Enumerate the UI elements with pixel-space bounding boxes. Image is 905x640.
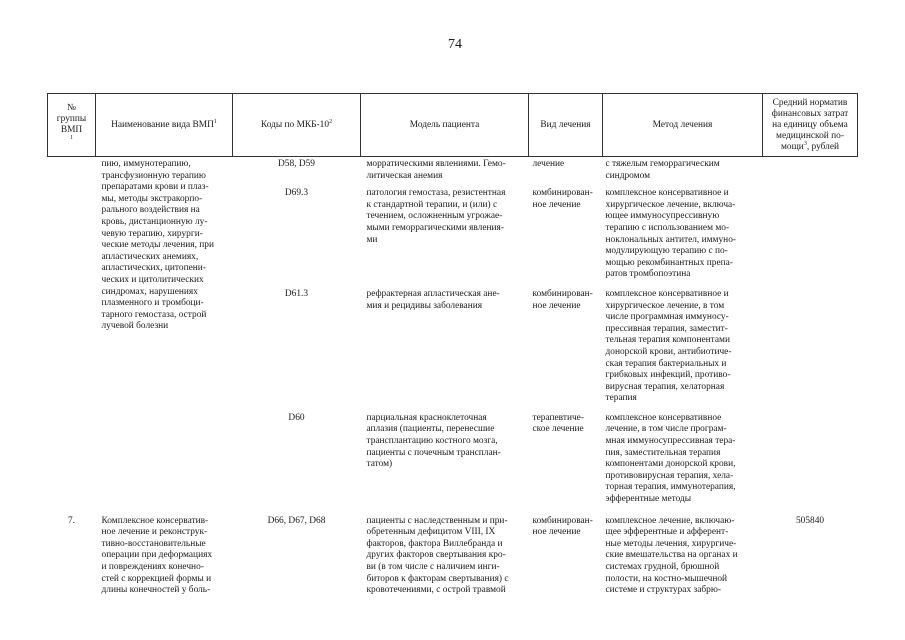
vmp-table: [47, 93, 858, 597]
cell-treatment-method: комплексное лечение, включаю- щее эфферентные и афферент- ные методы лечения, хирургиче- ские вмешательства на органах и системах грудной, брюшной полости, на костно-мышечной системе и структурах забрю-: [605, 515, 738, 596]
cell-patient-model: парциальная красноклеточная аплазия (пациенты, перенесшие трансплантацию костного мозга, пациенты с почечным трансплан- татом): [366, 412, 501, 470]
cell-treatment-type: комбинирован- ное лечение: [532, 188, 593, 210]
cell-cost: 505840: [795, 515, 825, 526]
cell-group-no: [48, 157, 96, 183]
cell-cost: [763, 157, 858, 183]
cell-treatment-method: комплексное консервативное и хирургическое лечение, в том числе программная иммуносу- прессивная терапия, заместит- тельная терапия компонентами донорской крови, антибиотиче- ская терапия бактериальных и грибковых инфекций, противо- вирусная терапия, хелаторная терапия: [605, 288, 732, 404]
cell-treatment-type: лечение: [532, 159, 565, 169]
page-number: 74: [448, 37, 462, 52]
cell-cost: [763, 405, 858, 506]
cell-treatment-method: комплексное консервативное лечение, в том числе програм- мная иммуносупрессивная тера- пия, заместительная терапия компонентами донорской крови, противовирусная терапия, хела- торная терапия, иммунотерапия, эфферентные методы: [605, 412, 736, 505]
cell-mkb-codes: D58, D59: [278, 159, 315, 169]
cell-treatment-method: с тяжелым геморрагическим синдромом: [605, 159, 720, 181]
cell-mkb-codes: D66, D67, D68: [267, 515, 326, 526]
cell-group-no: [48, 405, 96, 506]
table-header-row: [48, 94, 858, 157]
cell-patient-model: пациенты с наследственным и при- обретенным дефицитом VIII, IX факторов, фактора Виллебранда и других факторов свертывания кро- ви (в том числе с наличием инги- биторов к факторам свертывания) с кровотечениями, с острой травмой: [366, 515, 509, 596]
cell-treatment-type: комбинирован- ное лечение: [532, 288, 593, 311]
cell-patient-model: морратическими явлениями. Гемо- литическая анемия: [366, 159, 506, 181]
cell-mkb-codes: D69.3: [284, 188, 309, 199]
header-group-no: № группы ВМП $^1$: [48, 94, 96, 157]
header-mkb-codes: Коды по МКБ-$10^2$: [233, 94, 361, 157]
cell-treatment-type: терапевтиче- ское лечение: [532, 412, 584, 435]
cell-group-no: [48, 281, 96, 405]
cell-treatment-type: комбинирован- ное лечение: [532, 515, 593, 538]
cell-patient-model: патология гемостаза, резистентная к стандартной терапии, и (или) с течением, осложненным угрожае- мыми геморрагическими явления- ми: [366, 188, 506, 245]
cell-group-no: [48, 182, 96, 281]
cell-group-no: 7.: [67, 515, 76, 526]
table-row: [48, 157, 858, 183]
cell-cost: [763, 281, 858, 405]
header-patient-model: Модель пациента: [361, 94, 529, 157]
cell-treatment-method: комплексное консервативное и хирургическое лечение, включа- ющее иммуносупрессивную терапию с использованием мо- ноклональных антител, иммуно- модулирующую терапию с по- мощью рекомбинантных препа- ратов тромбопоэтина: [605, 188, 736, 280]
cell-cost: [763, 182, 858, 281]
table-row: [48, 506, 858, 597]
header-vmp-name: Наименование вида ВМП$^1$: [96, 94, 233, 157]
cell-mkb-codes: D61.3: [284, 288, 309, 299]
header-cost-norm: Средний норматив финансовых затрат на единицу объема медицинской по- мощи$^3$, рублей: [763, 94, 858, 157]
header-treatment-method: Метод лечения: [603, 94, 763, 157]
header-treatment-type: Вид лечения: [529, 94, 603, 157]
cell-patient-model: рефрактерная апластическая ане- мия и рецидивы заболевания: [366, 288, 500, 311]
cell-vmp-name: пию, иммунотерапию, трансфузионную терапию препаратами крови и плаз- мы, методы экстракорпо- рального воздействия на кровь, дистанционную лу- чевую терапию, хирурги- ческие методы лечения, при апластических анемиях, апластических, цитопени- ческих и цитолитических синдромах, нарушениях плазменного и тромбоци- тарного гемостаза, острой лучевой болезни: [101, 159, 214, 332]
cell-mkb-codes: D60: [288, 412, 305, 423]
cell-vmp-name: Комплексное консерватив- ное лечение и реконструк- тивно-восстановительные операции при деформациях и повреждениях конечно- стей с коррекцией формы и длины конечностей у боль-: [101, 515, 213, 596]
